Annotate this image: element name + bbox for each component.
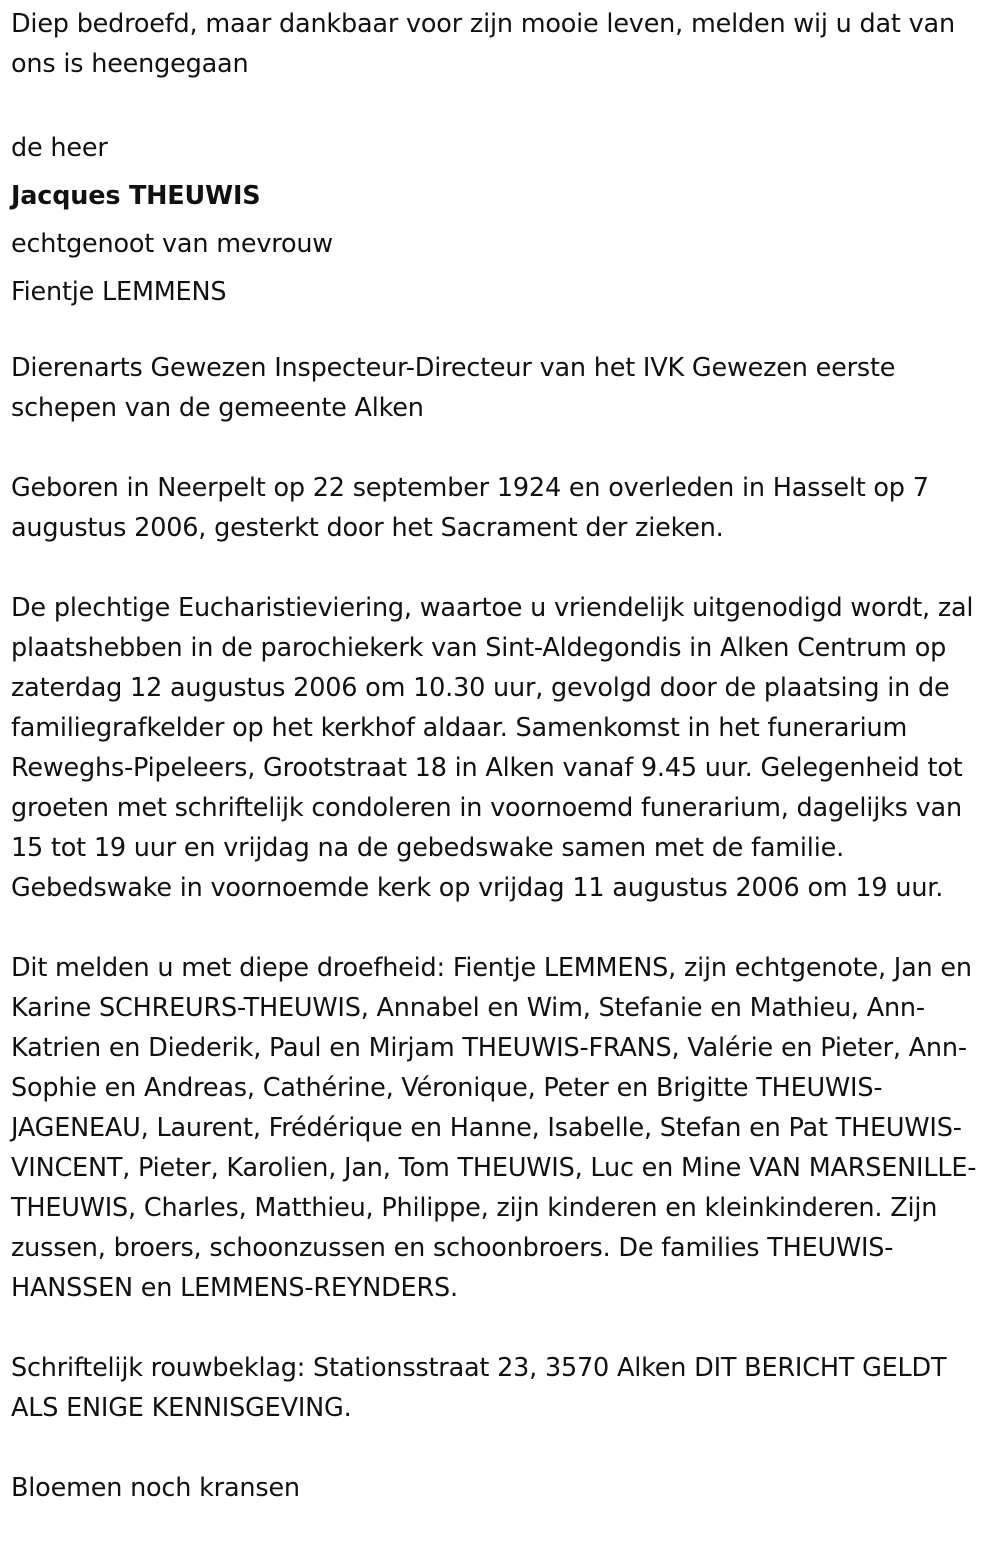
closing-line: Bloemen noch kransen — [11, 1473, 300, 1503]
intro-paragraph: Diep bedroefd, maar dankbaar voor zijn mooie leven, melden wij u dat van ons is heengegaan — [11, 9, 963, 79]
family-paragraph: Dit melden u met diepe droefheid: Fientje LEMMENS, zijn echtgenote, Jan en Karine SCHREURS-THEUWIS, Annabel en Wim, Stefanie en Mathieu, Ann-Katrien en Diederik, Paul en Mirjam THEUWIS-FRANS, Valérie en Pieter, Ann-Sophie en Andreas, Cathérine, Véronique, Peter en Brigitte THEUWIS-JAGENEAU, Laurent, Frédérique en Hanne, Isabelle, Stefan en Pat THEUWIS-VINCENT, Pieter, Karolien, Jan, Tom THEUWIS, Luc en Mine VAN MARSENILLE-THEUWIS, Charles, Matthieu, Philippe, zijn kinderen en kleinkinderen. Zijn zussen, broers, schoonzussen en schoonbroers. De families THEUWIS-HANSSEN en LEMMENS-REYNDERS. — [11, 953, 980, 1303]
spacer — [11, 1428, 994, 1468]
titles-paragraph: Dierenarts Gewezen Inspecteur-Directeur van het IVK Gewezen eerste schepen van de gemeente Alken — [11, 353, 904, 423]
salutation: de heer — [11, 133, 108, 163]
spacer — [11, 84, 994, 124]
spacer — [11, 1308, 994, 1348]
spacer — [11, 428, 994, 468]
condolence-address: Schriftelijk rouwbeklag: Stationsstraat 23, 3570 Alken DIT BERICHT GELDT ALS ENIGE KENNISGEVING. — [11, 1353, 955, 1423]
spacer — [11, 316, 994, 348]
spouse-name: Fientje LEMMENS — [11, 277, 227, 307]
spouse-prefix: echtgenoot van mevrouw — [11, 229, 333, 259]
spacer — [11, 908, 994, 948]
birth-death-paragraph: Geboren in Neerpelt op 22 september 1924 en overleden in Hasselt op 7 augustus 2006, gesterkt door het Sacrament der zieken. — [11, 473, 937, 543]
spacer — [11, 548, 994, 588]
ceremony-paragraph: De plechtige Eucharistieviering, waartoe u vriendelijk uitgenodigd wordt, zal plaatshebben in de parochiekerk van Sint-Aldegondis in Alken Centrum op zaterdag 12 augustus 2006 om 10.30 uur, gevolgd door de plaatsing in de familiegrafkelder op het kerkhof aldaar. Samenkomst in het funerarium Reweghs-Pipeleers, Grootstraat 18 in Alken vanaf 9.45 uur. Gelegenheid tot groeten met schriftelijk condoleren in voornoemd funerarium, dagelijks van 15 tot 19 uur en vrijdag na de gebedswake samen met de familie. Gebedswake in voornoemde kerk op vrijdag 11 augustus 2006 om 19 uur. — [11, 593, 982, 903]
deceased-name: Jacques THEUWIS — [11, 181, 261, 211]
